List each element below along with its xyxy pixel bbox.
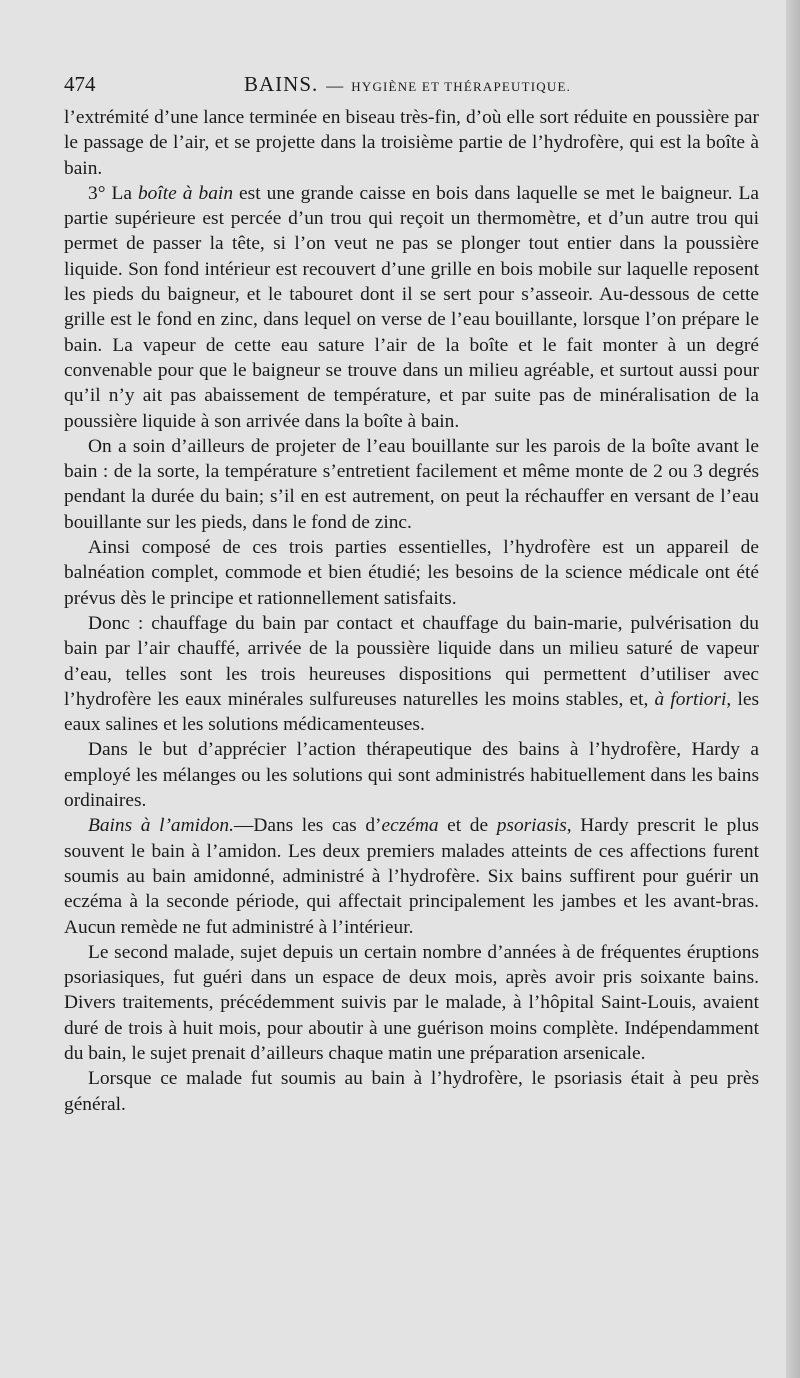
paragraph-p6 <box>64 737 759 813</box>
text-run: 3° La <box>88 182 138 204</box>
text-run: , les eaux salines et les solutions médicamenteuses. <box>64 688 759 736</box>
text-run: , Hardy prescrit le plus souvent le bain à l’amidon. Les deux premiers malades atteints de ces affections furent soumis au bain amidonné, administré à l’hydrofère. Six bains suffirent pour guérir un eczéma à la seconde période, qui affectait principalement les jambes et les avant-bras. Aucun remède ne fut administré à l’intérieur. <box>64 815 759 938</box>
running-head-separator: — <box>326 76 344 95</box>
italic-text: à fortiori <box>654 688 727 710</box>
page-number: 474 <box>64 72 96 96</box>
paragraph-p3 <box>64 434 759 535</box>
page-spine-shadow <box>786 0 800 1378</box>
paragraph-p2 <box>64 181 759 434</box>
text-run: —Dans les cas d’ <box>233 815 382 837</box>
italic-text: Bains à l’amidon. <box>88 815 234 837</box>
text-run: Ainsi composé de ces trois parties essentielles, l’hydrofère est un appareil de balnéation complet, commode et bien étudié; les besoins de la science médicale ont été prévus dès le principe et rationnellement satisfaits. <box>64 537 759 609</box>
text-run: l’extrémité d’une lance terminée en biseau très-fin, d’où elle sort réduite en poussière par le passage de l’air, et se projette dans la troisième partie de l’hydrofère, qui est la boîte à bain. <box>64 107 759 179</box>
paragraph-p4 <box>64 535 759 611</box>
paragraph-p1 <box>64 105 759 181</box>
running-head-subtitle: HYGIÈNE ET THÉRAPEUTIQUE. <box>351 79 572 94</box>
paragraph-p9 <box>64 1066 759 1117</box>
paragraph-p7 <box>64 813 759 939</box>
italic-text: eczéma <box>381 815 439 837</box>
text-run: Donc : chauffage du bain par contact et chauffage du bain-marie, pulvérisation du bain par l’air chauffé, arrivée de la poussière liquide dans un milieu saturé de vapeur d’eau, telles sont les trois heureuses dispositions qui permettent d’utiliser avec l’hydrofère les eaux minérales sulfureuses naturelles les moins stables, et, <box>64 612 759 710</box>
text-run: Lorsque ce malade fut soumis au bain à l’hydrofère, le psoriasis était à peu près général. <box>64 1068 759 1115</box>
body-text <box>64 105 759 1117</box>
running-head-title: BAINS. <box>244 72 319 96</box>
paragraph-p8 <box>64 940 759 1066</box>
text-run: et de <box>438 815 497 837</box>
text-run: Le second malade, sujet depuis un certain nombre d’années à de fréquentes éruptions psoriasiques, fut guéri dans un espace de deux mois, après avoir pris soixante bains. Divers traitements, précédemment suivis par le malade, à l’hôpital Saint-Louis, avaient duré de trois à huit mois, pour aboutir à une guérison moins complète. Indépendamment du bain, le sujet prenait d’ailleurs chaque matin une préparation arsenicale. <box>64 941 759 1064</box>
running-header <box>64 72 759 104</box>
italic-text: boîte à bain <box>137 182 234 204</box>
paragraph-p5 <box>64 611 759 737</box>
italic-text: psoriasis <box>496 815 567 837</box>
text-run: Dans le but d’apprécier l’action thérapeutique des bains à l’hydrofère, Hardy a employé les mélanges ou les solutions qui sont administrés habituellement dans les bains ordinaires. <box>64 739 759 812</box>
text-run: est une grande caisse en bois dans laquelle se met le baigneur. La partie supérieure est percée d’un trou qui reçoit un thermomètre, et d’un autre trou qui permet de passer la tête, si l’on veut ne pas se plonger tout entier dans la poussière liquide. Son fond intérieur est recouvert d’une grille en bois mobile sur laquelle reposent les pieds du baigneur, et le tabouret dont il se sert pour s’asseoir. Au-dessous de cette grille est le fond en zinc, dans lequel on verse de l’eau bouillante, lorsque l’on prépare le bain. La vapeur de cette eau sature l’air de la boîte et le fait monter à un degré convenable pour que le baigneur se trouve dans un milieu agréable, et surtout aussi pour qu’il n’y ait pas abaissement de température, et par suite pas de minéralisation de la poussière liquide à son arrivée dans la boîte à bain. <box>64 182 759 432</box>
text-run: On a soin d’ailleurs de projeter de l’eau bouillante sur les parois de la boîte avant le bain : de la sorte, la température s’entretient facilement et même monte de 2 ou 3 degrés pendant la durée du bain; s’il en est autrement, on peut la réchauffer en versant de l’eau bouillante sur les pieds, dans le fond de zinc. <box>64 435 759 533</box>
running-head <box>244 72 571 97</box>
